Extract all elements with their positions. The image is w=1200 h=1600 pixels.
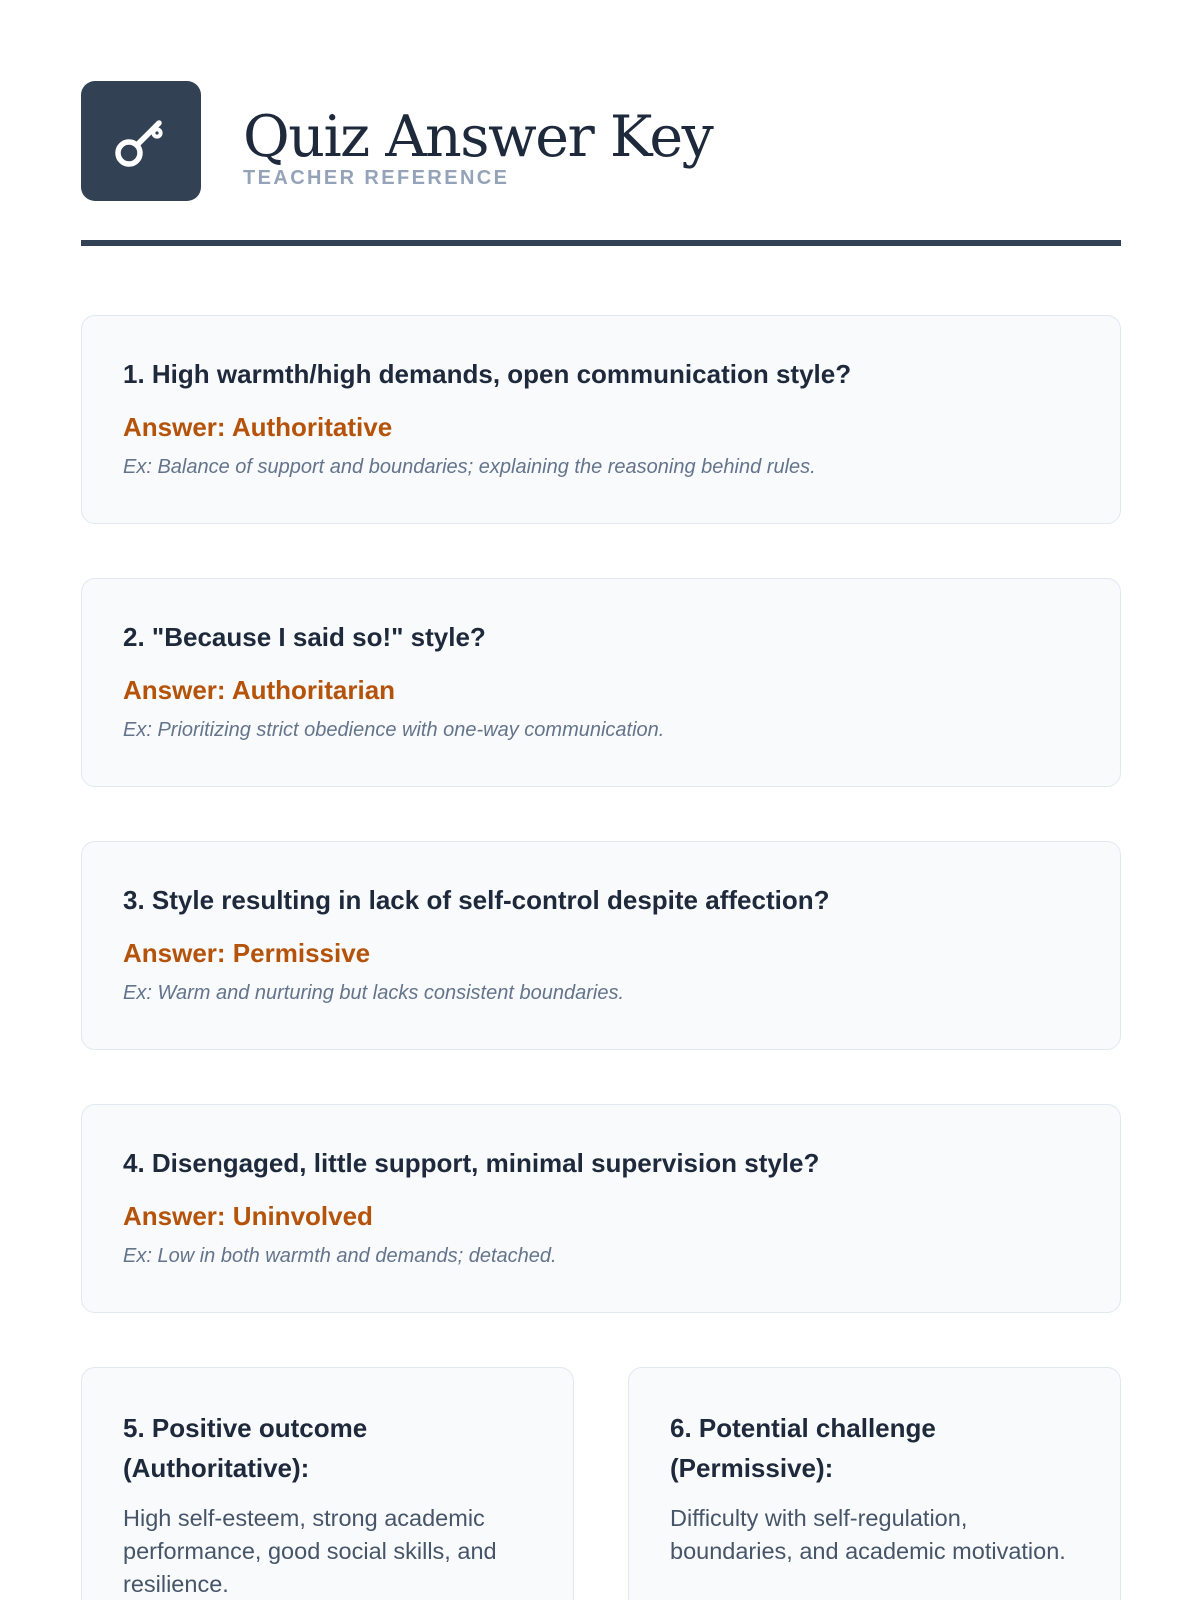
answer-text: Answer: Uninvolved [123,1201,373,1231]
example-text: Ex: Warm and nurturing but lacks consistent boundaries. [123,982,624,1004]
question-card-3 [81,841,1121,1050]
answer-text: Answer: Authoritarian [123,675,396,705]
question-text: 2. "Because I said so!" style? [123,622,486,652]
answer-text: Answer: Permissive [123,938,371,968]
page-header [81,81,1121,201]
title-group [243,81,712,201]
example-text: Ex: Low in both warmth and demands; detached. [123,1245,557,1267]
page-title: Quiz Answer Key [243,104,713,170]
page-subtitle: TEACHER REFERENCE [243,167,510,189]
example-text: Ex: Prioritizing strict obedience with one-way communication. [123,719,665,741]
question-text: 5. Positive outcome (Authoritative): [123,1413,368,1483]
question-card-4 [81,1104,1121,1313]
question-card-2 [81,578,1121,787]
outcome-text: Difficulty with self-regulation, boundaries, and academic motivation. [670,1505,1066,1564]
answer-text: Answer: Authoritative [123,412,393,442]
question-text: 4. Disengaged, little support, minimal supervision style? [123,1148,820,1178]
outcome-card-6 [628,1367,1121,1600]
header-divider [81,240,1121,246]
question-text: 6. Potential challenge (Permissive): [670,1413,936,1483]
key-icon [109,109,173,173]
example-text: Ex: Balance of support and boundaries; explaining the reasoning behind rules. [123,456,816,478]
question-text: 3. Style resulting in lack of self-control despite affection? [123,885,830,915]
question-card-1 [81,315,1121,524]
outcome-card-5 [81,1367,574,1600]
outcome-text: High self-esteem, strong academic performance, good social skills, and resilience. [123,1505,497,1597]
logo-badge [81,81,201,201]
question-text: 1. High warmth/high demands, open communication style? [123,359,852,389]
